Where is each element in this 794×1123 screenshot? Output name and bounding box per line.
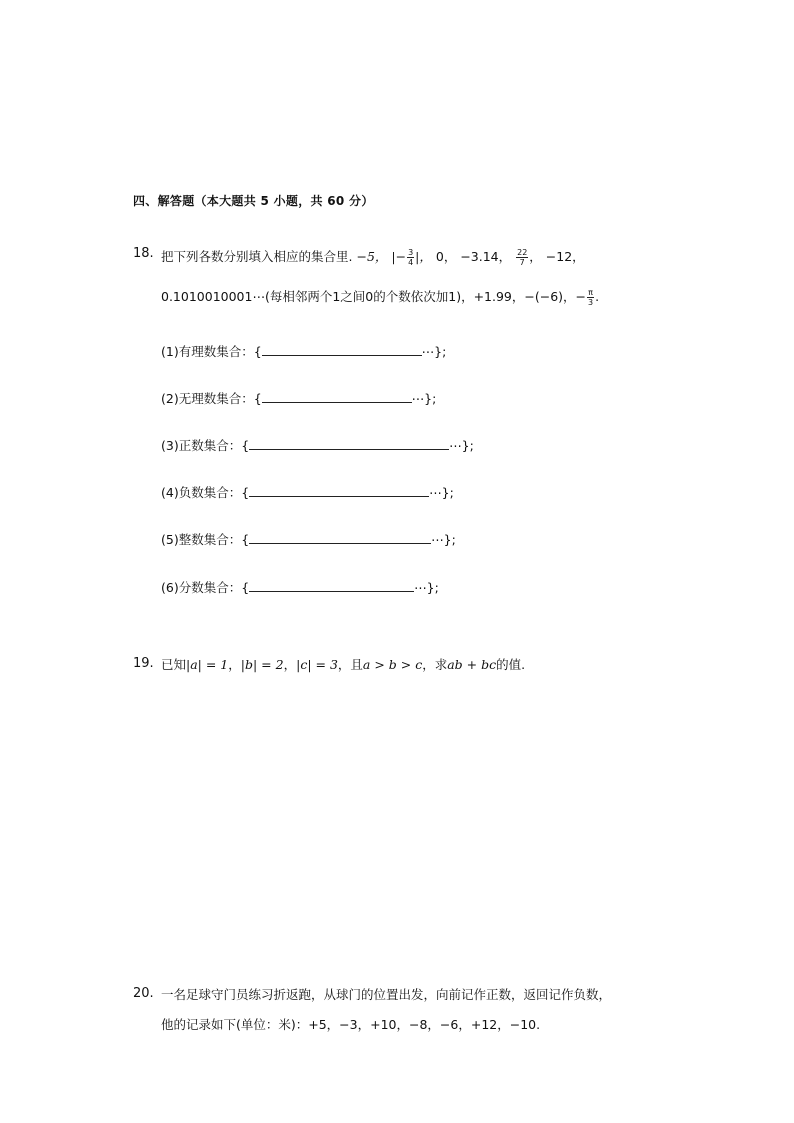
condition-b: |b| = 2: [240, 657, 284, 672]
set-label: (3)正数集合：{: [161, 438, 250, 453]
answer-blank[interactable]: [262, 390, 412, 403]
question-18-number: 18.: [133, 246, 154, 261]
number-neg-5: −5，: [356, 249, 388, 264]
number-list-continued: 0.1010010001⋯(每相邻两个1之间0的个数依次加1)，+1.99，−(−6)，−: [161, 289, 587, 304]
question-20-number: 20.: [133, 986, 154, 1001]
set-end: ⋯};: [414, 580, 439, 595]
q19-text: 的值.: [496, 657, 526, 672]
set-end: ⋯};: [411, 391, 437, 406]
answer-blank[interactable]: [249, 531, 431, 544]
condition-c: |c| = 3: [296, 657, 338, 672]
question-19-text: [161, 655, 525, 673]
answer-blank[interactable]: [249, 579, 414, 592]
abs-suffix: |，: [415, 249, 432, 264]
ordering-condition: a > b > c: [362, 657, 423, 672]
fraction-pi-over-3: $\frac{\pi}{3}$: [588, 288, 594, 307]
abs-prefix: |−: [391, 249, 407, 264]
question-19-number: 19.: [133, 656, 154, 671]
set-label: (1)有理数集合：{: [161, 344, 262, 359]
comma: ，: [283, 657, 297, 672]
set-end: ⋯};: [429, 485, 454, 500]
set-end: ⋯};: [421, 344, 447, 359]
question-18-line-1: [161, 247, 585, 267]
comma: ，: [529, 249, 542, 264]
set-irrational: [161, 389, 436, 407]
question-18-line-2: [161, 287, 599, 307]
set-negative: [161, 483, 454, 501]
number-neg-12: −12，: [545, 249, 585, 264]
answer-blank[interactable]: [262, 343, 422, 356]
question-18-intro: 把下列各数分别填入相应的集合里.: [161, 249, 353, 264]
set-positive: [161, 436, 474, 454]
set-label: (6)分数集合：{: [161, 580, 250, 595]
question-20-line-2: 他的记录如下(单位：米)：+5，−3，+10，−8，−6，+12，−10.: [161, 1017, 541, 1032]
number-neg-3-14: −3.14，: [460, 249, 512, 264]
answer-blank[interactable]: [249, 484, 429, 497]
set-label: (5)整数集合：{: [161, 532, 250, 547]
set-end: ⋯};: [449, 438, 474, 453]
period: .: [595, 289, 600, 304]
set-end: ⋯};: [431, 532, 456, 547]
q19-text: ，且: [337, 657, 363, 672]
set-integer: [161, 530, 456, 548]
fraction-22-over-7: $\frac{22}{7}$: [517, 248, 528, 267]
fraction-three-quarters: $\frac{3}{4}$: [408, 248, 414, 267]
comma: ，: [228, 657, 241, 672]
question-20-line-1: 一名足球守门员练习折返跑，从球门的位置出发，向前记作正数，返回记作负数，: [161, 987, 612, 1002]
q19-text: ，求: [422, 657, 448, 672]
answer-blank[interactable]: [249, 437, 449, 450]
number-zero: 0，: [435, 249, 457, 264]
set-label: (4)负数集合：{: [161, 485, 250, 500]
set-label: (2)无理数集合：{: [161, 391, 262, 406]
set-rational: [161, 342, 446, 360]
target-expression: ab + bc: [447, 657, 497, 672]
q19-text: 已知: [161, 657, 187, 672]
condition-a: |a| = 1: [186, 657, 229, 672]
set-fraction: [161, 578, 439, 596]
section-title: 四、解答题（本大题共 5 小题，共 60 分）: [133, 194, 374, 208]
